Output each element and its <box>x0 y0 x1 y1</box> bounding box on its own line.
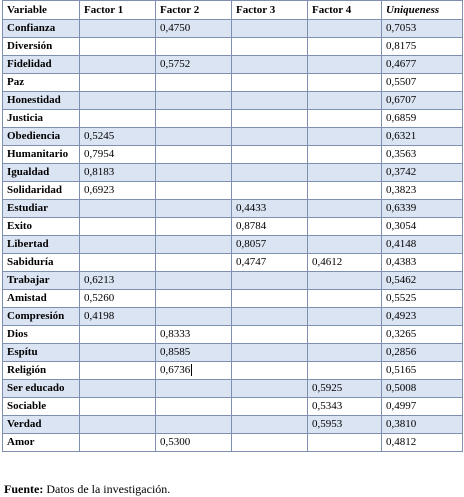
table-row <box>3 434 463 452</box>
table-row <box>3 200 463 218</box>
factor-4-cell <box>308 110 382 128</box>
factor-4-cell <box>308 344 382 362</box>
uniqueness-cell: 0,4812 <box>382 434 463 452</box>
factor-2-cell <box>156 254 232 272</box>
table-row <box>3 182 463 200</box>
table-row <box>3 272 463 290</box>
variable-cell: Humanitario <box>3 146 80 164</box>
table-row <box>3 110 463 128</box>
factor-1-cell <box>80 326 156 344</box>
factor-1-cell <box>80 398 156 416</box>
uniqueness-cell: 0,4997 <box>382 398 463 416</box>
factor-4-cell <box>308 146 382 164</box>
variable-cell: Paz <box>3 74 80 92</box>
factor-3-cell <box>232 362 308 380</box>
factor-3-cell <box>232 308 308 326</box>
factor-2-cell <box>156 128 232 146</box>
header-variable: Variable <box>3 1 80 20</box>
variable-cell: Honestidad <box>3 92 80 110</box>
uniqueness-cell: 0,6339 <box>382 200 463 218</box>
factor-3-cell: 0,4433 <box>232 200 308 218</box>
factor-4-cell <box>308 92 382 110</box>
factor-1-cell: 0,7954 <box>80 146 156 164</box>
uniqueness-cell: 0,4677 <box>382 56 463 74</box>
factor-3-cell <box>232 128 308 146</box>
factor-2-cell: 0,5300 <box>156 434 232 452</box>
factor-1-cell <box>80 92 156 110</box>
table-row <box>3 290 463 308</box>
uniqueness-cell: 0,2856 <box>382 344 463 362</box>
factor-1-cell <box>80 38 156 56</box>
factor-1-cell <box>80 362 156 380</box>
factor-3-cell <box>232 398 308 416</box>
table-row <box>3 254 463 272</box>
text-cursor <box>191 364 192 376</box>
variable-cell: Trabajar <box>3 272 80 290</box>
uniqueness-cell: 0,7053 <box>382 20 463 38</box>
table-row <box>3 74 463 92</box>
factor-4-cell: 0,5925 <box>308 380 382 398</box>
factor-3-cell <box>232 92 308 110</box>
table-row <box>3 398 463 416</box>
source-note <box>4 482 170 496</box>
factor-2-cell: 0,5752 <box>156 56 232 74</box>
factor-3-cell <box>232 290 308 308</box>
table-row <box>3 128 463 146</box>
factor-2-cell <box>156 416 232 434</box>
table-body <box>3 20 463 452</box>
factor-2-cell <box>156 200 232 218</box>
factor-2-cell <box>156 182 232 200</box>
table-row <box>3 38 463 56</box>
factor-2-cell <box>156 38 232 56</box>
variable-cell: Compresión <box>3 308 80 326</box>
factor-2-cell <box>156 308 232 326</box>
header-factor-2: Factor 2 <box>156 1 232 20</box>
factor-4-cell: 0,5343 <box>308 398 382 416</box>
table-row <box>3 20 463 38</box>
variable-cell: Estudiar <box>3 200 80 218</box>
factor-3-cell <box>232 272 308 290</box>
uniqueness-cell: 0,5165 <box>382 362 463 380</box>
factor-2-cell <box>156 146 232 164</box>
variable-cell: Diversión <box>3 38 80 56</box>
factor-1-cell <box>80 344 156 362</box>
variable-cell: Dios <box>3 326 80 344</box>
variable-cell: Espítu <box>3 344 80 362</box>
factor-4-cell <box>308 20 382 38</box>
variable-cell: Sociable <box>3 398 80 416</box>
uniqueness-cell: 0,3823 <box>382 182 463 200</box>
variable-cell: Amor <box>3 434 80 452</box>
variable-cell: Ser educado <box>3 380 80 398</box>
factor-4-cell <box>308 272 382 290</box>
table-row <box>3 56 463 74</box>
factor-3-cell <box>232 56 308 74</box>
factor-3-cell <box>232 416 308 434</box>
factor-2-cell <box>156 380 232 398</box>
header-factor-1: Factor 1 <box>80 1 156 20</box>
uniqueness-cell: 0,3265 <box>382 326 463 344</box>
table-row <box>3 92 463 110</box>
uniqueness-cell: 0,3054 <box>382 218 463 236</box>
factor-3-cell: 0,8784 <box>232 218 308 236</box>
variable-cell: Exito <box>3 218 80 236</box>
factor-1-cell: 0,5245 <box>80 128 156 146</box>
factor-1-cell <box>80 380 156 398</box>
factor-1-cell: 0,5260 <box>80 290 156 308</box>
factor-3-cell: 0,8057 <box>232 236 308 254</box>
uniqueness-cell: 0,5462 <box>382 272 463 290</box>
factor-4-cell: 0,5953 <box>308 416 382 434</box>
factor-2-cell <box>156 164 232 182</box>
uniqueness-cell: 0,5507 <box>382 74 463 92</box>
uniqueness-cell: 0,3563 <box>382 146 463 164</box>
uniqueness-cell: 0,3810 <box>382 416 463 434</box>
factor-4-cell <box>308 362 382 380</box>
table-row <box>3 326 463 344</box>
uniqueness-cell: 0,3742 <box>382 164 463 182</box>
factor-4-cell <box>308 290 382 308</box>
factor-1-cell <box>80 56 156 74</box>
header-uniqueness: Uniqueness <box>382 1 463 20</box>
factor-3-cell <box>232 110 308 128</box>
factor-3-cell <box>232 164 308 182</box>
factor-4-cell <box>308 164 382 182</box>
table-row <box>3 218 463 236</box>
source-text: Datos de la investigación. <box>43 482 171 496</box>
factor-3-cell: 0,4747 <box>232 254 308 272</box>
uniqueness-cell: 0,5525 <box>382 290 463 308</box>
factor-1-cell <box>80 218 156 236</box>
factor-4-cell <box>308 200 382 218</box>
factor-3-cell <box>232 434 308 452</box>
factor-2-cell: 0,4750 <box>156 20 232 38</box>
variable-cell: Confianza <box>3 20 80 38</box>
factor-1-cell: 0,6213 <box>80 272 156 290</box>
table-row <box>3 362 463 380</box>
table-row <box>3 344 463 362</box>
header-factor-4: Factor 4 <box>308 1 382 20</box>
factor-4-cell <box>308 38 382 56</box>
variable-cell: Libertad <box>3 236 80 254</box>
factor-1-cell <box>80 110 156 128</box>
factor-3-cell <box>232 20 308 38</box>
factor-loadings-table <box>2 0 463 452</box>
uniqueness-cell: 0,4148 <box>382 236 463 254</box>
factor-3-cell <box>232 326 308 344</box>
factor-1-cell: 0,8183 <box>80 164 156 182</box>
table-row <box>3 236 463 254</box>
source-label: Fuente: <box>4 482 44 496</box>
table-header-row <box>3 1 463 20</box>
factor-2-cell <box>156 290 232 308</box>
variable-cell: Igualdad <box>3 164 80 182</box>
uniqueness-cell: 0,6321 <box>382 128 463 146</box>
variable-cell: Religión <box>3 362 80 380</box>
factor-1-cell <box>80 20 156 38</box>
factor-1-cell: 0,4198 <box>80 308 156 326</box>
factor-4-cell <box>308 434 382 452</box>
variable-cell: Verdad <box>3 416 80 434</box>
table-row <box>3 146 463 164</box>
factor-3-cell <box>232 38 308 56</box>
table-row <box>3 416 463 434</box>
factor-4-cell <box>308 308 382 326</box>
variable-cell: Amistad <box>3 290 80 308</box>
factor-2-cell <box>156 110 232 128</box>
factor-4-cell <box>308 74 382 92</box>
factor-4-cell: 0,4612 <box>308 254 382 272</box>
table-row <box>3 164 463 182</box>
factor-2-cell <box>156 74 232 92</box>
factor-1-cell <box>80 416 156 434</box>
factor-4-cell <box>308 56 382 74</box>
uniqueness-cell: 0,4383 <box>382 254 463 272</box>
uniqueness-cell: 0,6707 <box>382 92 463 110</box>
factor-2-cell <box>156 236 232 254</box>
factor-3-cell <box>232 182 308 200</box>
variable-cell: Obediencia <box>3 128 80 146</box>
factor-3-cell <box>232 146 308 164</box>
variable-cell: Fidelidad <box>3 56 80 74</box>
factor-1-cell <box>80 200 156 218</box>
factor-4-cell <box>308 326 382 344</box>
table-row <box>3 308 463 326</box>
factor-2-cell <box>156 218 232 236</box>
factor-2-cell: 0,6736 <box>156 362 232 380</box>
factor-1-cell: 0,6923 <box>80 182 156 200</box>
factor-1-cell <box>80 236 156 254</box>
factor-2-cell <box>156 92 232 110</box>
variable-cell: Sabiduría <box>3 254 80 272</box>
factor-4-cell <box>308 218 382 236</box>
factor-4-cell <box>308 182 382 200</box>
factor-1-cell <box>80 434 156 452</box>
factor-1-cell <box>80 254 156 272</box>
uniqueness-cell: 0,8175 <box>382 38 463 56</box>
uniqueness-cell: 0,5008 <box>382 380 463 398</box>
factor-2-cell: 0,8585 <box>156 344 232 362</box>
factor-2-cell: 0,8333 <box>156 326 232 344</box>
factor-4-cell <box>308 236 382 254</box>
table-row <box>3 380 463 398</box>
factor-2-cell <box>156 272 232 290</box>
factor-3-cell <box>232 380 308 398</box>
factor-4-cell <box>308 128 382 146</box>
uniqueness-cell: 0,4923 <box>382 308 463 326</box>
variable-cell: Justicia <box>3 110 80 128</box>
factor-1-cell <box>80 74 156 92</box>
variable-cell: Solidaridad <box>3 182 80 200</box>
factor-2-cell <box>156 398 232 416</box>
factor-3-cell <box>232 74 308 92</box>
header-factor-3: Factor 3 <box>232 1 308 20</box>
uniqueness-cell: 0,6859 <box>382 110 463 128</box>
factor-3-cell <box>232 344 308 362</box>
